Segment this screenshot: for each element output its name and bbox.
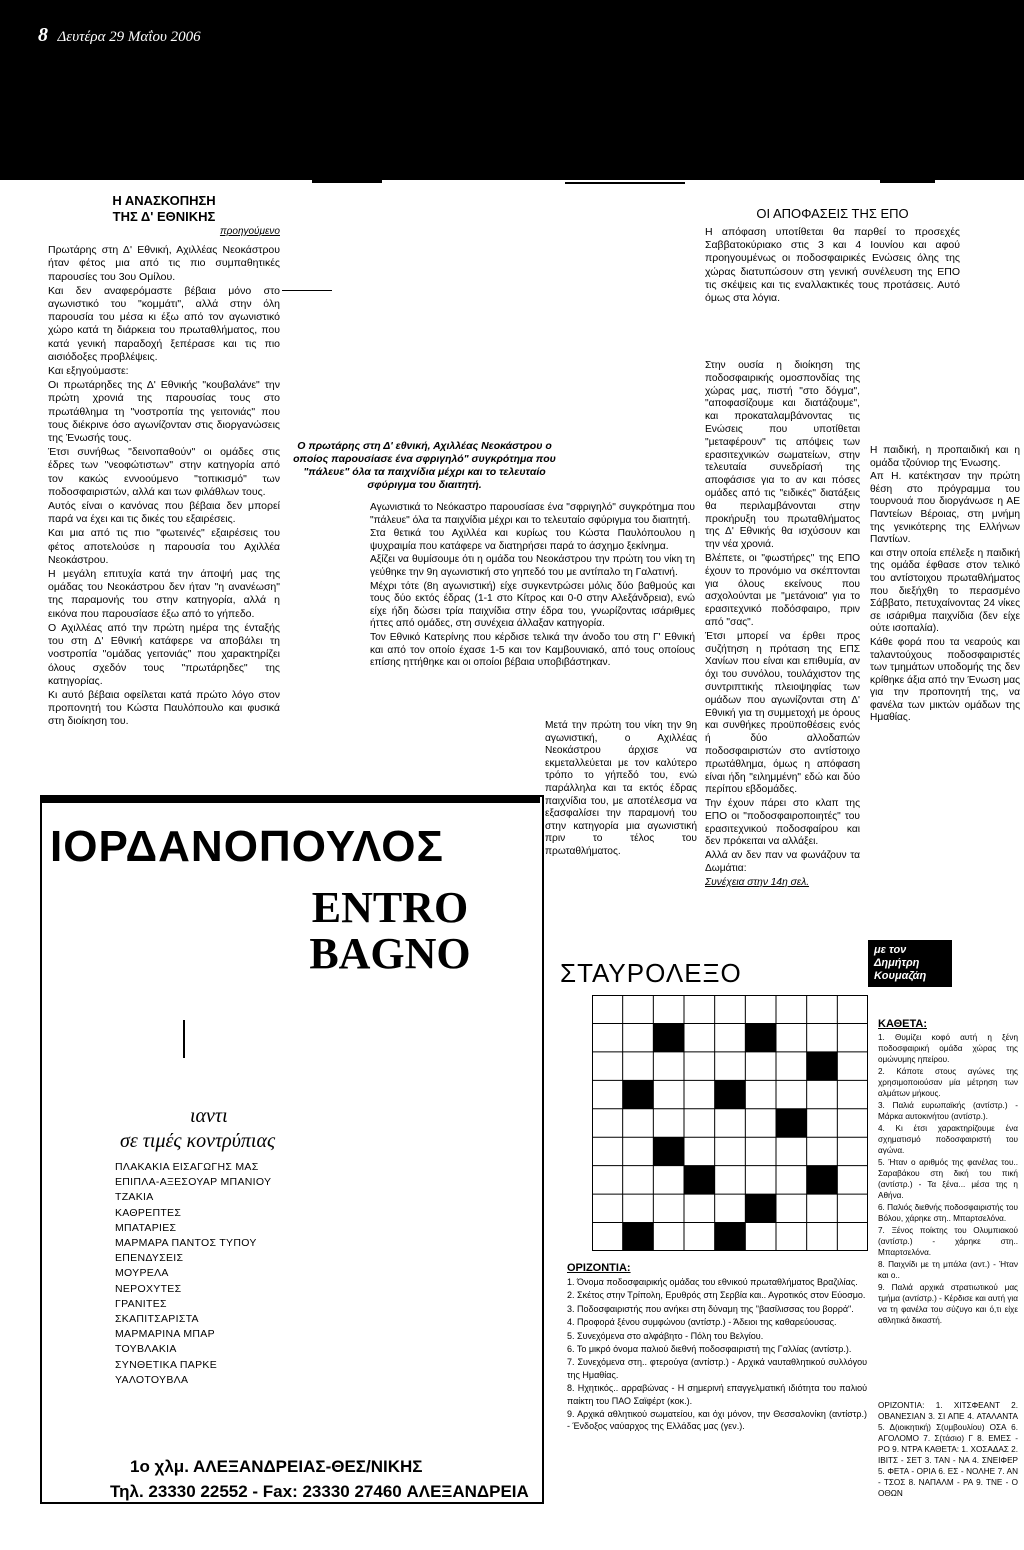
black-cell [745,1194,776,1222]
ad-logo-line: ENTRO [311,883,469,932]
byline-line: Δημήτρη [874,957,920,969]
edge-mark [1006,120,1009,150]
paragraph: Κι αυτό βέβαια οφείλεται κατά πρώτο λόγο στον προπονητή του Κώστα Παυλόπουλο και φυσικά στη διοίκηση του. [48,688,280,728]
paragraph: Αλλά αν δεν παν να φωνάζουν τα Δωμάτια: [705,850,860,875]
paragraph: Μέχρι τότε (8η αγωνιστική) είχε συγκεντρώσει μόλις δύο βαθμούς και τους δύο εκτός έδρας (1-1 στο Κίτρος και 0-0 στην Αλεξάνδρεια), ενώ είχε ήδη δώσει τρία παιχνίδια στην έδρα του, γνωρίζοντας ισάριθμες ήττες από ομάδες, στη συνέχεια άλλαξαν κατηγορία. [370,580,695,630]
paragraph: Αγωνιστικά το Νεόκαστρο παρουσίασε ένα "σφριγηλό" συγκρότημα που "πάλευε" όλα τα παιχνίδια μέχρι και το τελευταίο σφύριγμα του διαιτητή. [370,502,695,526]
ad-product-item: ΜΑΡΜΑΡΑ ΠΑΝΤΟΣ ΤΥΠΟΥ [115,1237,257,1250]
paragraph: Η μεγάλη επιτυχία κατά την άποψή μας της ομάδας του Νεοκάστρου δεν ήταν "η ανανέωση" της παραμονής του στην κατηγορία, αλλά η εικόνα που παρουσίασε έξω από το γήπεδο. [48,568,280,620]
ad-product-item: ΣΥΝΘΕΤΙΚΑ ΠΑΡΚΕ [115,1358,218,1371]
crossword-down-title: ΚΑΘΕΤΑ: [878,1018,927,1030]
clue: 3. Παλιά ευρωπαϊκής (αντίστρ.) - Μάρκα αυτοκινήτου (αντίστρ.). [878,1101,1018,1121]
paragraph: Τον Εθνικό Κατερίνης που κέρδισε τελικά την άνοδο του στη Γ' Εθνική και από τον οποίο έχασε 1-5 και τον Καμβουνιακό, από τους οποίους επίσης ηττήθηκε και οι οποίοι βέβαια υποβιβάστηκαν. [370,631,695,669]
ad-brand-name: ΙΟΡΔΑΝΟΠΟΥΛΟΣ [50,822,444,871]
top-black-band [0,0,1024,180]
paragraph: Έτσι μπορεί να έρθει προς συζήτηση η πρόταση της ΕΠΣ Χανίων που είναι και επιθυμία, αν όχι του συνόλου, τουλάχιστον της συντριπτικής πλειοψηφίας των ομάδων που αγωνίζονται στη Δ' Εθνική για τη συμμετοχή με όρους και συνθήκες προϋποθέσεις ενός ή δύο αλλοδαπών ποδοσφαιριστών στο αντίστοιχο πρωτάθλημα, όμως η απόφαση είναι ήδη "ειλημμένη" εδώ και δύο περίπου εβδομάδες. [705,630,860,796]
paragraph: Η απόφαση υποτίθεται θα παρθεί το προσεχές Σαββατοκύριακο στις 3 και 4 Ιουνίου και αφού προηγουμένως οι ποδοσφαιρικές Ενώσεις όλης της χώρας διατυπώσουν στη γενική συνέλευση της ΕΠΟ τις σκέψεις και τις εναλλακτικές τους προτάσεις. Αυτό όμως στα λόγια. [705,226,960,305]
black-cell [776,1109,807,1137]
ad-product-item: ΕΠΕΝΔΥΣΕΙΣ [115,1252,184,1265]
clue: 4. Κι έτσι χαρακτηρίζουμε ένα σχηματισμό ποδοσφαιριστή του αγώνα. [878,1124,1018,1155]
clue: 7. Συνεχόμενα στη.. φτερούγα (αντίστρ.) - Αρχικά ναυταθλητικού συλλόγου της Ημαθίας. [567,1357,867,1380]
clue: 1. Θυμίζει κοφό αυτή η ξένη ποδοσφαιρική ομάδα χώρας της ομώνυμης ηπείρου. [878,1033,1018,1064]
paragraph: Την έχουν πάρει στο κλαπ της ΕΠΟ οι "ποδοσφαιροποιητές" του ερασιτεχνικού ποδοσφαίρου και δεν πρόκειται να αλλάξει. [705,798,860,848]
header-rule [880,180,935,183]
clue: 2. Κάποτε στους αγώνες της χρησιμοποιούσαν μία μέτρηση των αλμάτων μήκους. [878,1067,1018,1098]
ad-divider [183,1020,185,1058]
continued-link[interactable]: Συνέχεια στην 14η σελ. [705,876,810,888]
black-cell [715,1223,746,1251]
crossword-across-list [567,1276,867,1434]
black-cell [684,1166,715,1194]
clue: 7. Ξένος ποίκτης του Ολυμπιακού (αντίστρ.) - χάρηκε στη.. Μπαρτσελόνα. [878,1226,1018,1257]
article-middle-column [370,502,695,671]
clue: 3. Ποδοσφαιριστής που ανήκει στη δύναμη της "βασίλισσας του βορρά". [567,1303,854,1314]
ad-product-item: ΓΡΑΝΙΤΕΣ [115,1297,167,1310]
clue: 8. Ηχητικός.. αρραβώνας - Η σημερινή επαγγελματική ιδιότητα του παλιού παίκτη του ΠΑΟ Σαϊφέρτ (κοκ.). [567,1383,867,1406]
paragraph: Κάθε φορά που τα νεαρούς και ταλαντούχους ποδοσφαιριστές των τμημάτων υποδομής της δεν κρίθηκε άξια από την Ένωση μας για την προπονητή της, να φανέλα των μικτών ομάδων της Ημαθίας. [870,636,1020,724]
ad-product-item: ΠΛΑΚΑΚΙΑ ΕΙΣΑΓΩΓΗΣ ΜΑΣ [115,1161,259,1173]
article-kicker: προηγούμενο [219,226,280,237]
ad-top-band [40,795,540,803]
black-cell [623,1223,654,1251]
article2-column [705,190,960,306]
black-cell [807,1166,838,1194]
byline-line: Κουμαζάη [874,970,927,982]
paragraph: Αυτός είναι ο κανόνας που βέβαια δεν μπορεί παρά να έχει και τις δικές του εξαιρέσεις. [48,500,280,526]
paragraph: Βλέπετε, οι "φωστήρες" της ΕΠΟ έχουν το προνόμιο να σκέπτονται για όλους εκείνους που ασχολούνται με "μετάνοια" για το ερασιτεχνικό ποδόσφαιρο, πριν από "σας". [705,552,860,628]
ad-product-item: ΜΟΥΡΕΛΑ [115,1267,169,1280]
byline-line: με τον [874,944,907,956]
header-rule [312,180,382,183]
ad-logo [300,885,480,977]
clue: 5. Συνεχόμενα στο αλφάβητο - Πόλη του Βελγίου. [567,1330,764,1341]
black-cell [653,1023,684,1051]
crossword-title: ΣΤΑΥΡΟΛΕΞΟ [560,958,742,988]
article-left-column [48,193,280,730]
clue: 2. Σκέτος στην Τρίπολη, Ερυθρός στη Σερβία και.. Αγροτικός στον Εύοσμο. [567,1290,866,1301]
ad-product-item: ΜΠΑΤΑΡΙΕΣ [115,1221,177,1234]
clue: 8. Παιχνίδι με τη μπάλα (αντ.) - Ήταν και ο.. [878,1260,1018,1280]
paragraph: και στην οποία επέλεξε η παιδική της ομάδα έφθασε στον τελικό του αντίστοιχου πρωταθλήματος που διεξήχθη το περασμένο Σάββατο, πετυχαίνοντας 24 νίκες σε ισάριθμα παιχνίδια (δεν είχε ούτε ισοπαλία). [870,547,1020,635]
article-middle-column-narrow [545,720,697,860]
photo-caption: Ο πρωτάρης στη Δ' εθνική, Αχιλλέας Νεοκάστρου ο οποίος παρουσίασε ένα σφριγηλό" συγκρότημα που "πάλευε" όλα τα παιχνίδια μέχρι και το τελευταίο σφύριγμα του διαιτητή. [293,440,556,491]
ad-product-item: ΥΑΛΟΤΟΥΒΛΑ [115,1373,189,1386]
ad-product-item: ΤΖΑΚΙΑ [115,1191,154,1204]
ad-product-item: ΝΕΡΟΧΥΤΕΣ [115,1282,182,1295]
byline-box [868,940,952,987]
paragraph: Στα θετικά του Αχιλλέα και κυρίως του Κώστα Παυλόπουλου η ψυχραιμία που κατάφερε να διατηρήσει παρά το άσχημο ξεκίνημα. [370,528,695,552]
clue: 4. Προφορά ξένου συμφώνου (αντίστρ.) - Άδειοι της καθαρεύουσας. [567,1317,837,1328]
paragraph: Ο Αχιλλέας από την πρώτη ημέρα της ένταξής του στη Δ' Εθνική κατάφερε να αποβάλει τη νοστροπία "ομάδας γειτονιάς" που χαρακτηρίζει όλους σχεδόν τους "πρωτάρηδες" της κατηγορίας. [48,621,280,687]
right-column [870,445,1020,726]
page-date: Δευτέρα 29 Μαΐου 2006 [57,29,201,45]
ad-logo-line: BAGNO [309,929,471,978]
clue: 9. Αρχικά αθλητικού σωματείου, και όχι μόνον, την Θεσσαλονίκη (αντίστρ.) - Ένδοξος ναύαρχος της Ελλάδας μας (γεν.). [567,1409,867,1432]
ad-script-line: ιαντι [190,1105,228,1127]
ad-product-item: ΣΚΑΠΙΤΣΑΡΙΣΤΑ [115,1313,199,1326]
black-cell [623,1080,654,1108]
clue: 6. Το μικρό όνομα παλιού διεθνή ποδοσφαιριστή της Γαλλίας (αντίστρ.). [567,1344,852,1355]
black-cell [715,1080,746,1108]
header-rule [565,182,685,184]
ad-script-line: σε τιμές κοντρύπιας [120,1130,276,1152]
ad-product-item: ΜΑΡΜΑΡΙΝΑ ΜΠΑΡ [115,1328,215,1341]
paragraph: Και μια από τις πιο "φωτεινές" εξαιρέσεις του φέτος αποτελούσε η παρουσία του Αχιλλέα Νεοκάστρου. [48,527,280,566]
crossword-across-title: ΟΡΙΖΟΝΤΙΑ: [567,1262,631,1274]
ad-product-list [115,1160,435,1388]
crossword-solution: ΟΡΙΖΟΝΤΙΑ: 1. ΧΙΤΣΦΕΑΝΤ 2. ΟΒΑΝΕΣΙΑΝ 3. ΣΙ ΑΠΕ 4. ΑΤΑΛΑΝΤΑ 5. Δ(ιοικητική) Σ(υμβουλίου) ΟΣΑ 6. ΑΓΟΛΟΜΟ 7. Σ(τάσιο) Γ 8. ΕΜΕΣ - ΡΟ 9. ΝΤΡΑ ΚΑΘΕΤΑ: 1. ΧΟΣΑΔΑΣ 2. ΙΒΙΤΣ - ΣΕΤ 3. ΤΑΝ - ΝΑ 4. ΣΝΕΙΦΕΡ 5. ΦΕΤΑ - ΟΡΙΑ 6. ΕΣ - ΝΟΛΗΕ 7. ΑΝ - ΤΣΟΣ 8. ΝΑΠΑΛΜ - ΡΑ 9. ΤΝΕ - Ο ΟΘΩΝ [878,1401,1018,1498]
paragraph: Στην ουσία η διοίκηση της ποδοσφαιρικής ομοσπονδίας της χώρας μας, πιστή "στο δόγμα", "αποφασίζουμε και διατάζουμε", και προκαταλαμβάνοντας τις Ενώσεις που υποτίθεται "μεταφέρουν" τις απόψεις των ερασιτεχνικών σωματείων, στην τελευταία συνεδρίασή της αποφάσισε για το αν και πόσες ομάδες από τις "ειδικές" διατάξεις θα περιλαμβάνονται στην προκήρυξη του πρωταθλήματος της Δ' Εθνικής θα ισχύσουν και την νέα χρονιά. [705,360,860,551]
paragraph: Και εξηγούμαστε: [48,365,129,378]
page-number: 8 [38,24,48,46]
black-cell [745,1023,776,1051]
black-cell [807,1052,838,1080]
paragraph: Μετά την πρώτη του νίκη την 9η αγωνιστική, ο Αχιλλέας Νεοκάστρου άρχισε να εκμεταλλεύεται με τον καλύτερο τρόπο το γήπεδό του, ενώ παράλληλα και τα εκτός έδρας παιχνίδια του, με αποτέλεσμα να εξασφαλίσει την παραμονή του στην κατηγορία μια αγωνιστική πριν το τέλος του πρωταθλήματος. [545,720,697,857]
ad-product-item: ΚΑΘΡΕΠΤΕΣ [115,1206,182,1219]
clue: 5. Ήταν ο αριθμός της φανέλας του.. Σαραβάκου στη δική του πική (αντίστρ.) - Τα ξένα... μέσα της η Αθήνα. [878,1158,1018,1200]
paragraph: Έτσι συνήθως "δεινοπαθούν" οι ομάδες στις έδρες των "νεοφώτιστων" στην κατηγορία από τον κακώς εννοούμενο "τοπικισμό" των ποδοσφαιριστών, αλλά και των φιλάθλων τους. [48,446,280,498]
crossword-down-list [878,1032,1018,1327]
ad-address: 1ο χλμ. ΑΛΕΞΑΝΔΡΕΙΑΣ-ΘΕΣ/ΝΙΚΗΣ [130,1457,423,1476]
article2-narrow-column [705,360,860,891]
paragraph: Η παιδική, η προπαιδική και η ομάδα τζούνιορ της Ένωσης. [870,445,1020,469]
clue: 9. Παλιά αρχικά στρατιωτικού μας τμήμα (αντίστρ.) - Κέρδισε και αυτή για να τη φανέλα του σύζυγο και ό,τι είχε αθλητικά δικαστή. [878,1283,1018,1325]
dash-rule [282,290,332,291]
paragraph: Πρωτάρης στη Δ' Εθνική, Αχιλλέας Νεοκάστρου ήταν φέτος μια από τις πιο συμπαθητικές παρουσίες του 3ου Ομίλου. [48,244,280,283]
article-title: Η ΑΝΑΣΚΟΠΗΣΗ [112,193,216,208]
ad-product-item: ΕΠΙΠΛΑ-ΑΞΕΣΟΥΑΡ ΜΠΑΝΙΟΥ [115,1176,272,1189]
crossword-grid[interactable] [592,995,868,1251]
paragraph: Και δεν αναφερόμαστε βέβαια μόνο στο αγωνιστικό του "κομμάτι", αλλά στην όλη παρουσία του μέσα κι έξω από τον αγωνιστικό χώρο κατά τη διάρκεια του πρωταθλήματος, που κατά γενική παραδοχή ξεπέρασε και τις πιο αισιόδοξες προβλέψεις. [48,284,280,363]
black-cell [653,1137,684,1165]
page-header [38,24,201,47]
ad-phone: Τηλ. 23330 22552 - Fax: 23330 27460 ΑΛΕΞΑΝΔΡΕΙΑ [110,1482,529,1501]
paragraph: Αξίζει να θυμίσουμε ότι η ομάδα του Νεοκάστρου την πρώτη του νίκη τη γεύθηκε την 9η αγωνιστική στο γηπεδό του με αντίπαλο τη Γαλατινή. [370,554,695,578]
article-subtitle: ΤΗΣ Δ' ΕΘΝΙΚΗΣ [112,209,216,224]
paragraph: Οι πρωτάρηδες της Δ' Εθνικής "κουβαλάνε" την πρώτη χρονιά της παρουσίας τους στο πρωτάθλημα τη "νοστροπία της γειτονιάς" που τους διέκρινε όσο αγωνίζονταν στις διοργανώσεις της Ένωσής τους. [48,379,280,445]
clue: 1. Όνομα ποδοσφαιρικής ομάδας του εθνικού πρωταθλήματος Βραζιλίας. [567,1277,858,1287]
ad-product-item: ΤΟΥΒΛΑΚΙΑ [115,1343,177,1356]
paragraph: Απ Η. κατέκτησαν την πρώτη θέση στο πρόγραμμα του τουρνουά που διοργάνωσε η ΑΕ Παντείων Βέροιας, στη μνήμη της γενικότερης της Ελλήνων Παντίων. [870,471,1020,546]
article2-title: ΟΙ ΑΠΟΦΑΣΕΙΣ ΤΗΣ ΕΠΟ [756,206,909,221]
clue: 6. Παλιός διεθνής ποδοσφαιριστής του Βόλου, χάρηκε στη.. Μπαρτσελόνα. [878,1203,1018,1223]
